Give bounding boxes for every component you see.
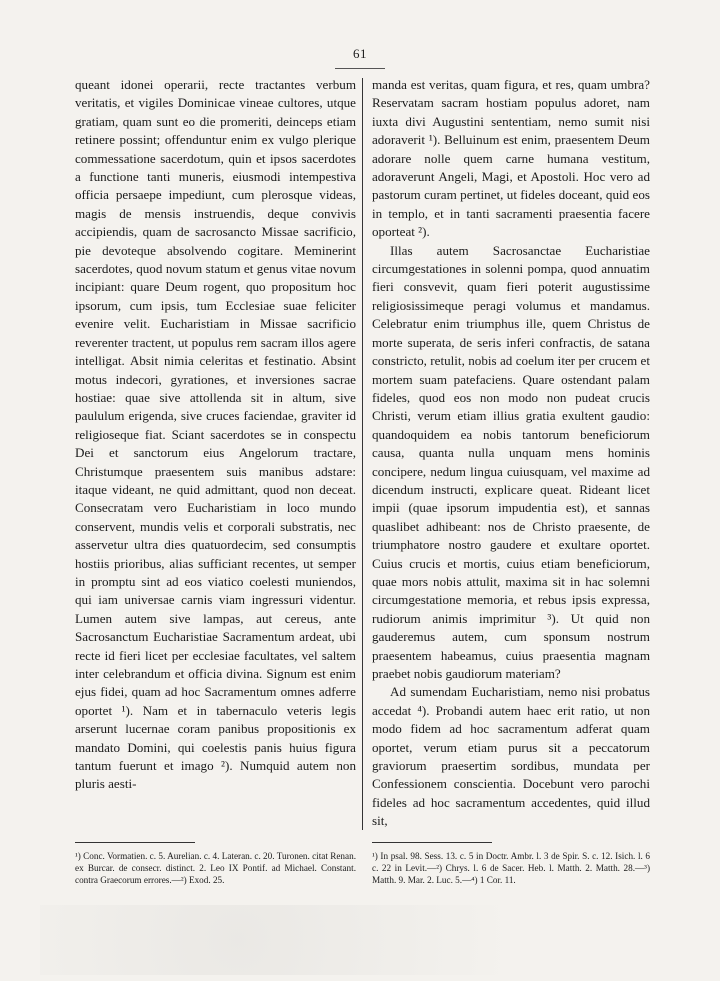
right-paragraph-2: Illas autem Sacrosanctae Eucharistiae circumgestationes in solenni pompa, quod annuatim fieri consvevit, quam fieri poterit augustissime religiosissimeque peragi volumus et mandamus. Celebratur enim triumphus ille, quem Christus de morte superata, de seris inferi confractis, de satana constricto, retulit, nobis ad coelum iter per crucem et mortem suam patefaciens. Quare ostendant palam fideles, quod eos non modo non pudeat crucis Christi, verum etiam illius gratia exultent gaudio: quandoquidem ea nobis tantorum beneficiorum causa, quanta nulla unquam mens hominis concipere, nedum lingua cuiusquam, vel maxime ad dicendum instructi, explicare queat. Rideant licet impii (quae ipsorum impudentia est), et sannas quaslibet adhibeant: nos de Christo praesente, de triumphatore nostro gaudere et exultare oportet. Cuius crucis et mortis, cuius etiam beneficiorum, quae mors nobis attulit, maxima sit in hac solemni circumgestatione memoria, et rebus ipsis expressa, rudiorum animis imprimitur ³). Ut quid non gauderemus autem, cum sponsum nostrum praesentem habeamus, cuius praesentia magnam praebet nobis gaudiorum materiam? (372, 242, 650, 681)
column-divider (362, 78, 363, 830)
footnote-left: ¹) Conc. Vormatien. c. 5. Aurelian. c. 4. Lateran. c. 20. Turonen. citat Renan. ex Burcar. de consecr. distinct. 2. Leo IX Pontif. ad Michael. Constant. contra Graecorum errores.—²) Exod. 25. (75, 851, 356, 885)
right-paragraph-1: manda est veritas, quam figura, et res, quam umbra? Reservatam sacram hostiam populus adoret, nam iuxta divi Augustini sententiam, nemo sumit nisi adoraverit ¹). Belluinum est enim, praesentem Deum adorare nolle quem carne humana vestitum, adoraverunt Angeli, Magi, et Apostoli. Hoc vero ad pastorum curam pertinet, ut fideles doceant, quid eos in templo, et in tanti sacramenti praesentia facere oporteat ²). (372, 77, 650, 240)
footnote-rule-left (75, 842, 195, 843)
paper-texture (40, 905, 700, 975)
page-number-text: 61 (353, 46, 367, 61)
left-paragraph: queant idonei operarii, recte tractantes verbum veritatis, et vigiles Dominicae vineae cultores, utque gratiam, quam sunt eo die promeriti, deinceps etiam retinere possint; offenduntur enim ex vulgo plerique commessatione sacerdotum, quin et ipsos sacerdotes a functione tanti muneris, eiusmodi intempestiva officia persaepe impediunt, cum plerosque videas, magis de mensis instruendis, deque convivis accipiendis, quam de sacrosancto Missae sacrificio, pie devoteque absolvendo cogitare. Meminerint sacerdotes, quod novum statum et genus vitae novum incipiant: quare Deum rogent, quo propositum hoc ipsorum, cum ipsis, tum Ecclesiae suae feliciter evenire velit. Eucharistiam in Missae sacrificio reverenter tractent, ut populus rem sacram illos agere intelligat. Absit nimia celeritas et festinatio. Absint motus indecori, gyrationes, et inversiones sacrae hostiae: quae sive attollenda sit in altum, sive paululum erigenda, sive cruces faciendae, graviter id religioseque fiat. Sciant sacerdotes se in conspectu Dei et sanctorum eius Angelorum tractare, Christumque praesentem suis manibus adstare: itaque videant, ne quid admittant, quod non deceat. Consecratam vero Eucharistiam in loco mundo conservent, mundis velis et corporali substratis, nec asservetur ultra dies quatuordecim, sed consumptis hostiis prioribus, alias sufficiant recentes, ut semper in promptu sint ad eos viatico coelesti muniendos, qui iam universae carnis viam ingressuri videntur. Lumen autem sive lampas, aut cereus, ante Sacrosanctum Eucharistiae Sacramentum ardeat, ubi recte id fieri licet per ecclesiae facultates, vel saltem inter celebrandum et officia divina. Signum est enim ejus fidei, quam ad hoc Sacramentum omnes adferre oportet ¹). Nam et in tabernaculo veteris legis arserunt lucernae coram panibus propositionis ex mandato Domini, qui coelestis panis huius figura tantum fuerunt et imago ²). Numquid autem non pluris aesti- (75, 77, 356, 792)
right-paragraph-3: Ad sumendam Eucharistiam, nemo nisi probatus accedat ⁴). Probandi autem haec erit ratio, ut non modo fidem ad hoc sacramentum adferat quam oportet, verum etiam purus sit a peccatorum graviorum praesertim sordibus, mundata per Confessionem conscientia. Docebunt vero parochi fideles ad hoc sacramentum accedentes, quid illud sit, (372, 684, 650, 829)
footnote-rule-right (372, 842, 492, 843)
footnote-right: ¹) In psal. 98. Sess. 13. c. 5 in Doctr. Ambr. l. 3 de Spir. S. c. 12. Isich. l. 6 c. 22 in Levit.—²) Chrys. l. 6 de Sacer. Heb. l. Matth. 2. Matth. 28.—³) Matth. 9. Mar. 2. Luc. 5.—⁴) 1 Cor. 11. (372, 851, 650, 885)
right-column (372, 76, 650, 831)
left-column (75, 76, 356, 794)
page-number (0, 46, 720, 69)
page-number-ornament (335, 64, 385, 69)
